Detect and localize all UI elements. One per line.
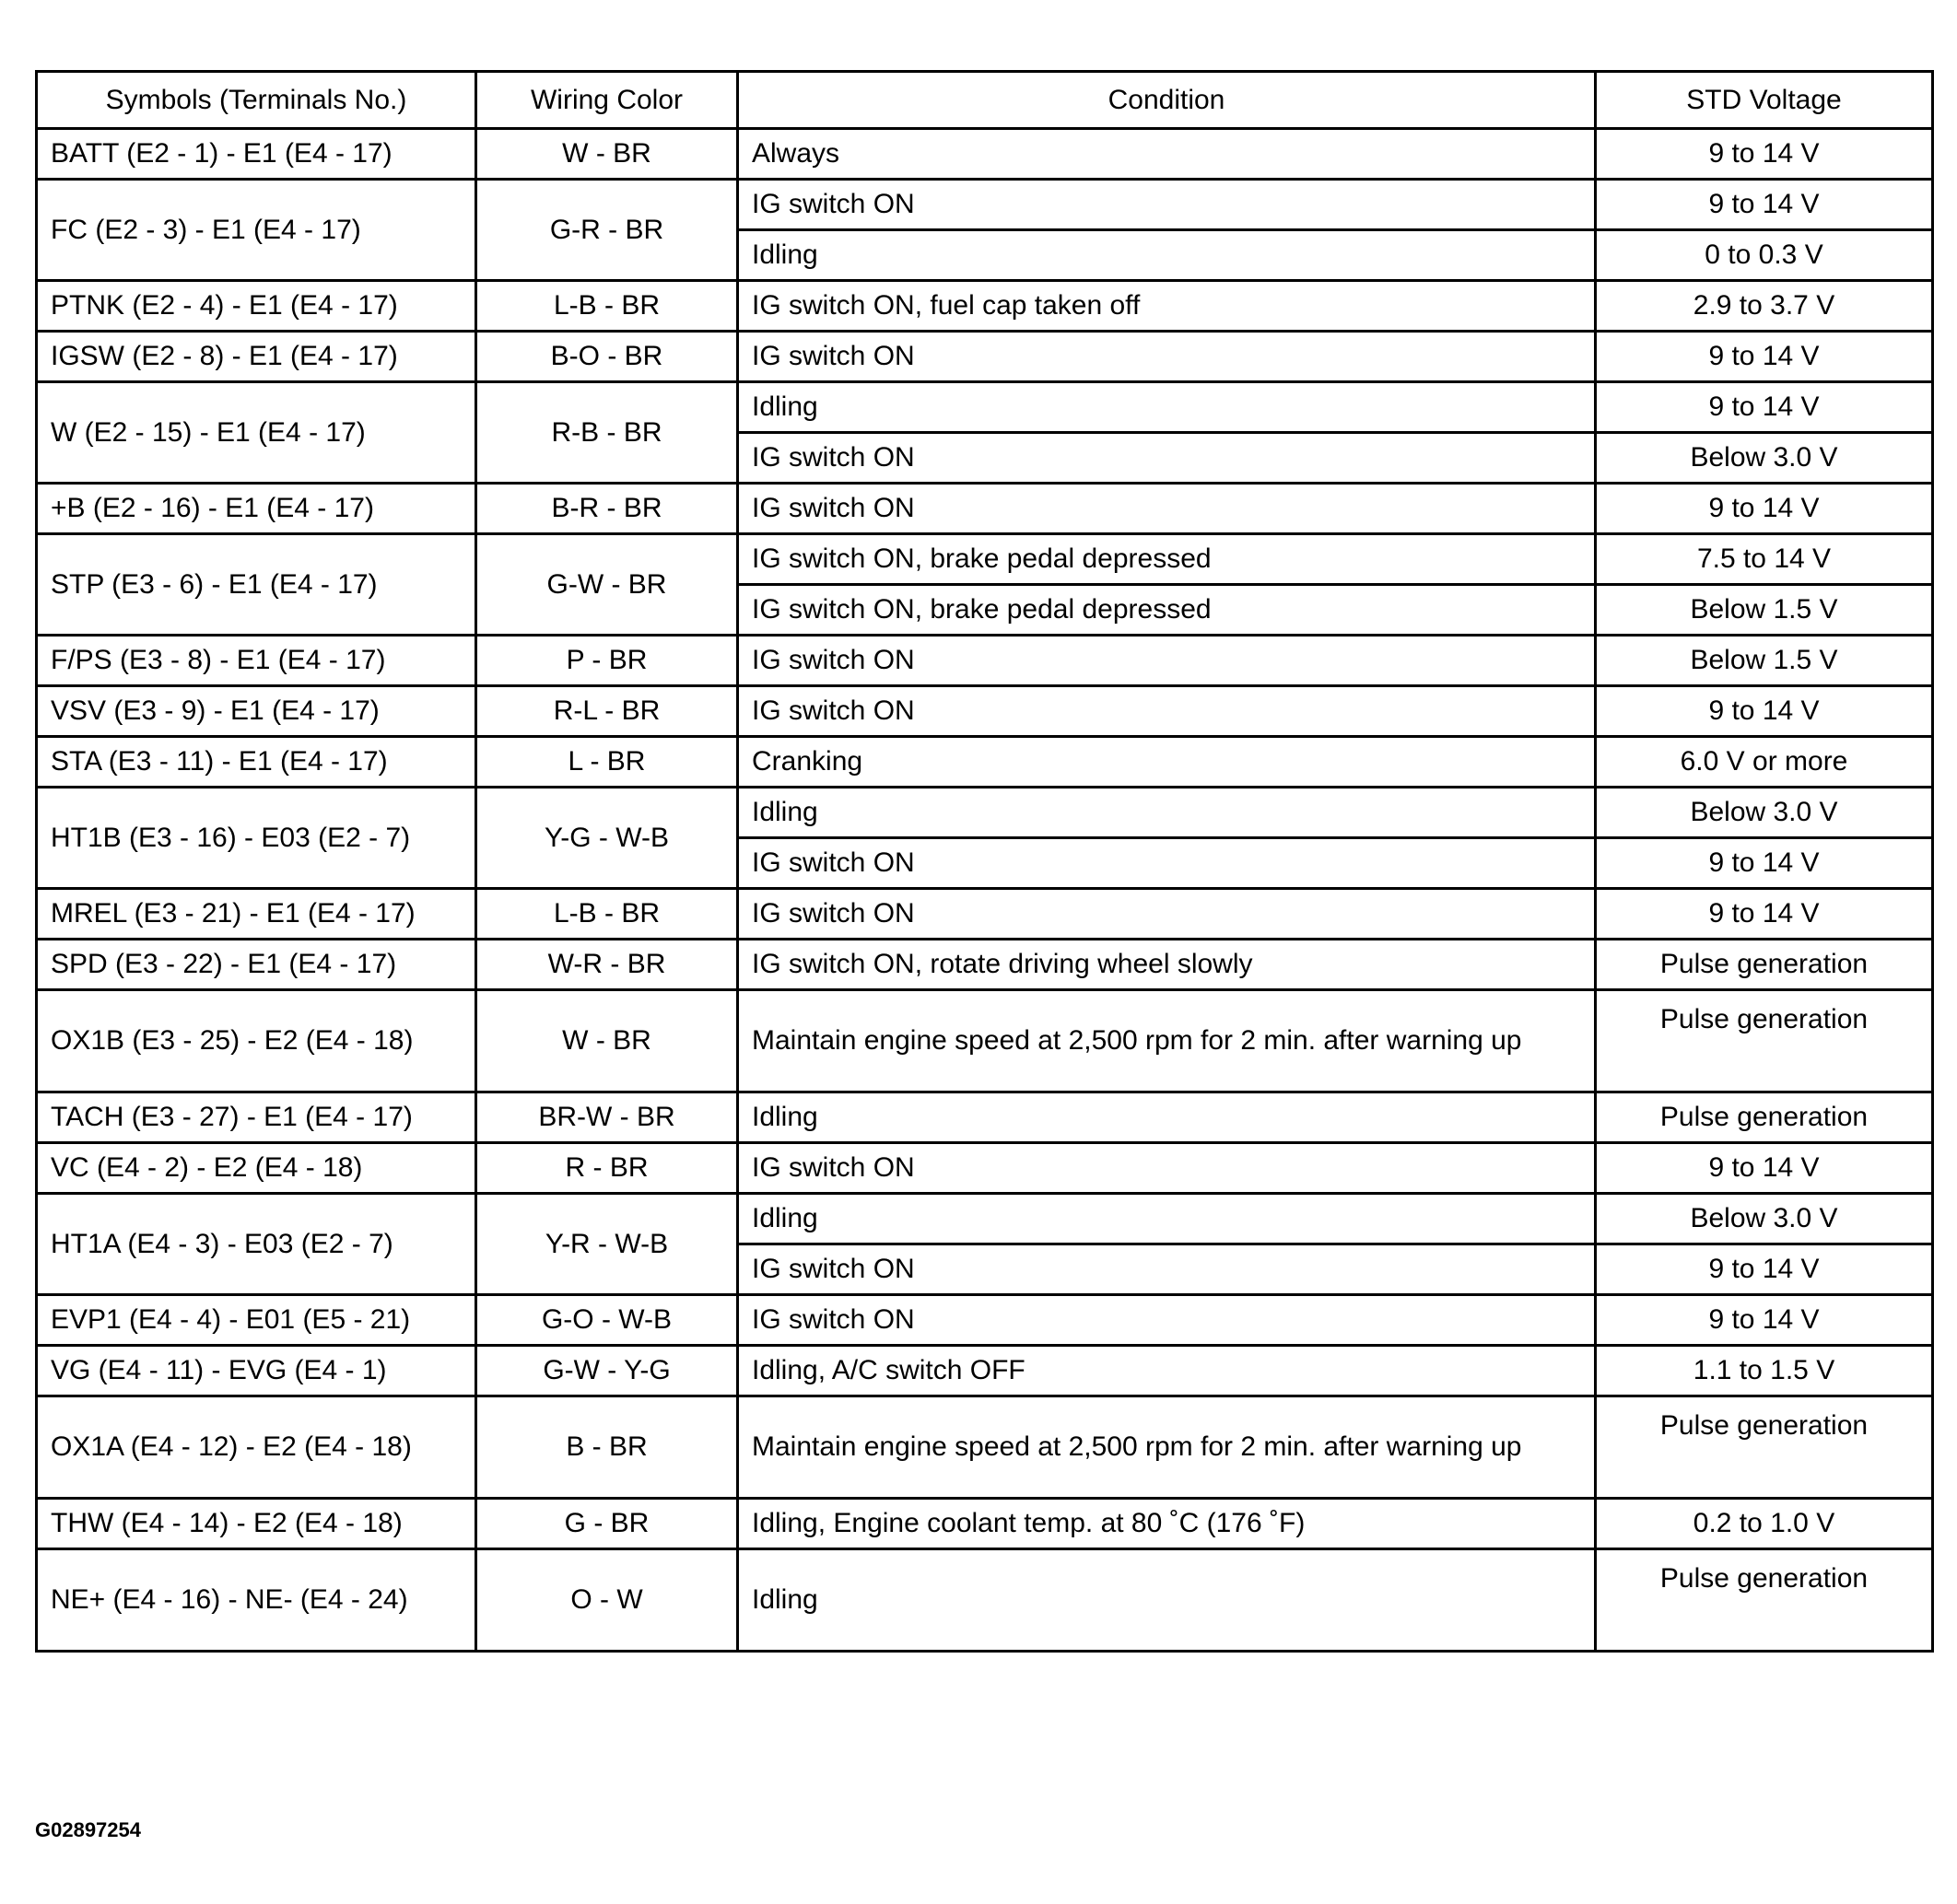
table-row: [37, 788, 1933, 838]
table-row: [37, 534, 1933, 585]
table-row: [37, 1499, 1933, 1549]
table-row: [37, 1549, 1933, 1652]
terminal-symbol: THW (E4 - 14) - E2 (E4 - 18): [37, 1499, 476, 1549]
terminal-symbol: IGSW (E2 - 8) - E1 (E4 - 17): [37, 332, 476, 382]
table-row: [37, 889, 1933, 940]
std-voltage: Pulse generation: [1596, 1549, 1933, 1652]
condition: IG switch ON, fuel cap taken off: [738, 281, 1596, 332]
condition: Idling: [738, 230, 1596, 281]
std-voltage: 2.9 to 3.7 V: [1596, 281, 1933, 332]
condition: IG switch ON, brake pedal depressed: [738, 534, 1596, 585]
wiring-color: L-B - BR: [476, 281, 738, 332]
std-voltage: 9 to 14 V: [1596, 1295, 1933, 1346]
std-voltage: Below 3.0 V: [1596, 433, 1933, 484]
wiring-color: Y-G - W-B: [476, 788, 738, 889]
terminal-symbol: TACH (E3 - 27) - E1 (E4 - 17): [37, 1092, 476, 1143]
table-row: [37, 1295, 1933, 1346]
table-row: [37, 636, 1933, 686]
terminal-symbol: VG (E4 - 11) - EVG (E4 - 1): [37, 1346, 476, 1396]
header-wiring-color: Wiring Color: [476, 72, 738, 129]
terminal-symbol: EVP1 (E4 - 4) - E01 (E5 - 21): [37, 1295, 476, 1346]
image-reference-id: G02897254: [35, 1818, 141, 1841]
std-voltage: 9 to 14 V: [1596, 1244, 1933, 1295]
table-row: [37, 1194, 1933, 1244]
header-row: [37, 72, 1933, 129]
std-voltage: Below 3.0 V: [1596, 788, 1933, 838]
table-row: [37, 281, 1933, 332]
condition: IG switch ON: [738, 433, 1596, 484]
terminal-symbol: STA (E3 - 11) - E1 (E4 - 17): [37, 737, 476, 788]
wiring-color: R - BR: [476, 1143, 738, 1194]
std-voltage: 9 to 14 V: [1596, 382, 1933, 433]
wiring-color: G-W - BR: [476, 534, 738, 636]
table-body: [37, 129, 1933, 1652]
std-voltage: 9 to 14 V: [1596, 889, 1933, 940]
wiring-color: B - BR: [476, 1396, 738, 1499]
condition: IG switch ON, rotate driving wheel slowly: [738, 940, 1596, 990]
std-voltage: Pulse generation: [1596, 1092, 1933, 1143]
condition: Idling, Engine coolant temp. at 80 ˚C (176 ˚F): [738, 1499, 1596, 1549]
std-voltage: 9 to 14 V: [1596, 686, 1933, 737]
table-row: [37, 332, 1933, 382]
condition: Idling: [738, 1092, 1596, 1143]
table-row: [37, 1396, 1933, 1499]
wiring-color: Y-R - W-B: [476, 1194, 738, 1295]
condition: IG switch ON: [738, 1295, 1596, 1346]
wiring-color: R-B - BR: [476, 382, 738, 484]
condition: IG switch ON, brake pedal depressed: [738, 585, 1596, 636]
table-row: [37, 1346, 1933, 1396]
std-voltage: Below 1.5 V: [1596, 636, 1933, 686]
condition: Maintain engine speed at 2,500 rpm for 2 min. after warning up: [738, 990, 1596, 1092]
terminal-symbol: VC (E4 - 2) - E2 (E4 - 18): [37, 1143, 476, 1194]
std-voltage: 9 to 14 V: [1596, 180, 1933, 230]
wiring-color: O - W: [476, 1549, 738, 1652]
terminal-symbol: NE+ (E4 - 16) - NE- (E4 - 24): [37, 1549, 476, 1652]
condition: IG switch ON: [738, 1244, 1596, 1295]
terminal-symbol: HT1B (E3 - 16) - E03 (E2 - 7): [37, 788, 476, 889]
condition: IG switch ON: [738, 1143, 1596, 1194]
wiring-color: W - BR: [476, 990, 738, 1092]
table-row: [37, 686, 1933, 737]
condition: IG switch ON: [738, 686, 1596, 737]
std-voltage: 7.5 to 14 V: [1596, 534, 1933, 585]
terminal-symbol: W (E2 - 15) - E1 (E4 - 17): [37, 382, 476, 484]
std-voltage: 9 to 14 V: [1596, 838, 1933, 889]
wiring-color: W-R - BR: [476, 940, 738, 990]
table-row: [37, 1092, 1933, 1143]
table-row: [37, 180, 1933, 230]
condition: IG switch ON: [738, 484, 1596, 534]
std-voltage: Below 1.5 V: [1596, 585, 1933, 636]
table-row: [37, 484, 1933, 534]
std-voltage: 9 to 14 V: [1596, 332, 1933, 382]
terminal-symbol: +B (E2 - 16) - E1 (E4 - 17): [37, 484, 476, 534]
table-row: [37, 940, 1933, 990]
terminal-symbol: SPD (E3 - 22) - E1 (E4 - 17): [37, 940, 476, 990]
header-std-voltage: STD Voltage: [1596, 72, 1933, 129]
table-row: [37, 737, 1933, 788]
std-voltage: 0 to 0.3 V: [1596, 230, 1933, 281]
condition: IG switch ON: [738, 180, 1596, 230]
condition: IG switch ON: [738, 636, 1596, 686]
condition: Always: [738, 129, 1596, 180]
condition: Maintain engine speed at 2,500 rpm for 2 min. after warning up: [738, 1396, 1596, 1499]
wiring-color: L-B - BR: [476, 889, 738, 940]
condition: Idling: [738, 788, 1596, 838]
std-voltage: 9 to 14 V: [1596, 129, 1933, 180]
wiring-color: G-O - W-B: [476, 1295, 738, 1346]
condition: Idling: [738, 1194, 1596, 1244]
terminal-symbol: BATT (E2 - 1) - E1 (E4 - 17): [37, 129, 476, 180]
wiring-color: R-L - BR: [476, 686, 738, 737]
condition: Idling: [738, 382, 1596, 433]
condition: Idling, A/C switch OFF: [738, 1346, 1596, 1396]
header-symbols: Symbols (Terminals No.): [37, 72, 476, 129]
table-row: [37, 1143, 1933, 1194]
header-condition: Condition: [738, 72, 1596, 129]
wiring-color: L - BR: [476, 737, 738, 788]
terminal-symbol: FC (E2 - 3) - E1 (E4 - 17): [37, 180, 476, 281]
wiring-color: B-R - BR: [476, 484, 738, 534]
table-row: [37, 382, 1933, 433]
std-voltage: Pulse generation: [1596, 990, 1933, 1092]
wiring-color: G - BR: [476, 1499, 738, 1549]
terminal-symbol: STP (E3 - 6) - E1 (E4 - 17): [37, 534, 476, 636]
terminal-symbol: PTNK (E2 - 4) - E1 (E4 - 17): [37, 281, 476, 332]
condition: IG switch ON: [738, 889, 1596, 940]
std-voltage: 9 to 14 V: [1596, 1143, 1933, 1194]
condition: IG switch ON: [738, 838, 1596, 889]
terminal-symbol: HT1A (E4 - 3) - E03 (E2 - 7): [37, 1194, 476, 1295]
wiring-color: G-R - BR: [476, 180, 738, 281]
terminal-voltage-table: [35, 70, 1934, 1653]
wiring-color: G-W - Y-G: [476, 1346, 738, 1396]
std-voltage: Pulse generation: [1596, 1396, 1933, 1499]
table-row: [37, 129, 1933, 180]
std-voltage: 6.0 V or more: [1596, 737, 1933, 788]
std-voltage: 9 to 14 V: [1596, 484, 1933, 534]
wiring-color: P - BR: [476, 636, 738, 686]
std-voltage: Pulse generation: [1596, 940, 1933, 990]
condition: IG switch ON: [738, 332, 1596, 382]
std-voltage: 1.1 to 1.5 V: [1596, 1346, 1933, 1396]
condition: Cranking: [738, 737, 1596, 788]
terminal-symbol: MREL (E3 - 21) - E1 (E4 - 17): [37, 889, 476, 940]
terminal-symbol: OX1B (E3 - 25) - E2 (E4 - 18): [37, 990, 476, 1092]
terminal-symbol: F/PS (E3 - 8) - E1 (E4 - 17): [37, 636, 476, 686]
condition: Idling: [738, 1549, 1596, 1652]
terminal-symbol: VSV (E3 - 9) - E1 (E4 - 17): [37, 686, 476, 737]
wiring-color: W - BR: [476, 129, 738, 180]
terminal-symbol: OX1A (E4 - 12) - E2 (E4 - 18): [37, 1396, 476, 1499]
std-voltage: Below 3.0 V: [1596, 1194, 1933, 1244]
table-row: [37, 990, 1933, 1092]
std-voltage: 0.2 to 1.0 V: [1596, 1499, 1933, 1549]
wiring-color: B-O - BR: [476, 332, 738, 382]
wiring-color: BR-W - BR: [476, 1092, 738, 1143]
